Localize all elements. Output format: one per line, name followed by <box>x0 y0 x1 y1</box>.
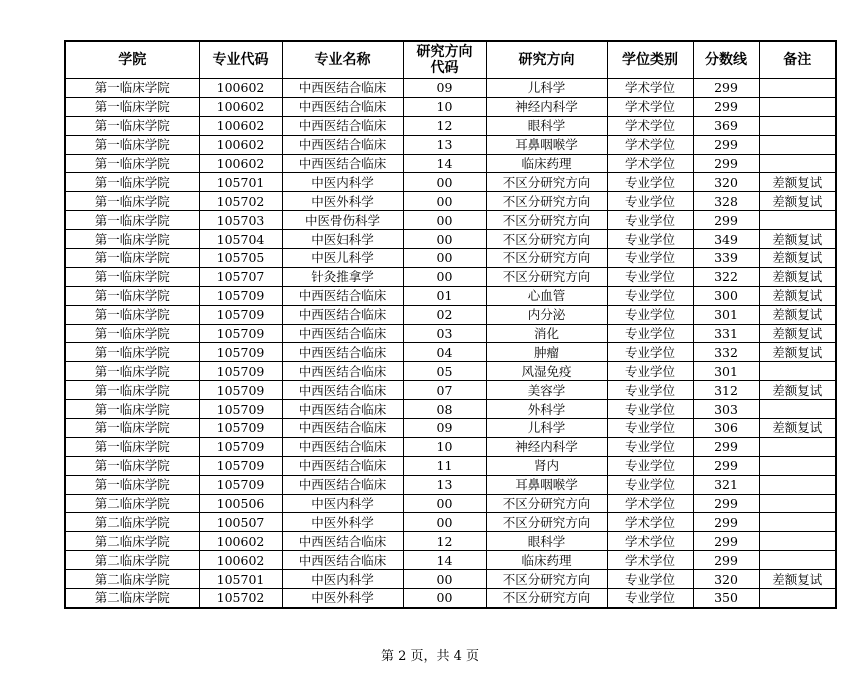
table-row <box>65 97 836 116</box>
table-row <box>65 249 836 268</box>
research-direction-cell: 不区分研究方向 <box>486 513 607 532</box>
research-direction-cell: 耳鼻咽喉学 <box>486 135 607 154</box>
table-row <box>65 324 836 343</box>
table-row <box>65 400 836 419</box>
score-cell: 299 <box>693 97 759 116</box>
major-code-cell: 105709 <box>199 400 282 419</box>
score-cell: 299 <box>693 551 759 570</box>
college-cell: 第一临床学院 <box>65 475 199 494</box>
table-row <box>65 154 836 173</box>
major-name-cell: 中西医结合临床 <box>282 532 403 551</box>
degree-type-cell: 专业学位 <box>607 419 693 438</box>
research-code-cell: 00 <box>403 494 486 513</box>
college-cell: 第一临床学院 <box>65 324 199 343</box>
degree-type-cell: 专业学位 <box>607 192 693 211</box>
degree-type-cell: 专业学位 <box>607 589 693 608</box>
degree-type-cell: 专业学位 <box>607 343 693 362</box>
score-cell: 299 <box>693 437 759 456</box>
score-cell: 321 <box>693 475 759 494</box>
major-name-cell: 中西医结合临床 <box>282 324 403 343</box>
major-name-cell: 中医骨伤科学 <box>282 211 403 230</box>
college-cell: 第一临床学院 <box>65 116 199 135</box>
table-row <box>65 230 836 249</box>
research-code-cell: 03 <box>403 324 486 343</box>
degree-type-cell: 专业学位 <box>607 456 693 475</box>
header-major-name: 专业名称 <box>282 41 403 79</box>
college-cell: 第一临床学院 <box>65 97 199 116</box>
major-code-cell: 105702 <box>199 192 282 211</box>
research-direction-cell: 临床药理 <box>486 551 607 570</box>
score-cell: 331 <box>693 324 759 343</box>
header-research-code <box>403 41 486 79</box>
score-cell: 312 <box>693 381 759 400</box>
major-name-cell: 中医儿科学 <box>282 249 403 268</box>
page-number: 第 2 页，共 4 页 <box>380 649 480 664</box>
score-cell: 299 <box>693 211 759 230</box>
research-code-cell: 00 <box>403 267 486 286</box>
research-direction-cell: 不区分研究方向 <box>486 494 607 513</box>
degree-type-cell: 专业学位 <box>607 324 693 343</box>
table-row <box>65 437 836 456</box>
header-remarks: 备注 <box>759 41 836 79</box>
research-code-cell: 13 <box>403 475 486 494</box>
research-direction-cell: 临床药理 <box>486 154 607 173</box>
score-cell: 306 <box>693 419 759 438</box>
major-code-cell: 105709 <box>199 286 282 305</box>
major-code-cell: 105703 <box>199 211 282 230</box>
research-code-cell: 01 <box>403 286 486 305</box>
degree-type-cell: 专业学位 <box>607 286 693 305</box>
table-row <box>65 570 836 589</box>
college-cell: 第一临床学院 <box>65 305 199 324</box>
college-cell: 第一临床学院 <box>65 79 199 98</box>
major-name-cell: 中医外科学 <box>282 192 403 211</box>
table-row <box>65 419 836 438</box>
research-code-cell: 02 <box>403 305 486 324</box>
degree-type-cell: 学术学位 <box>607 513 693 532</box>
college-cell: 第二临床学院 <box>65 551 199 570</box>
remark-cell <box>759 97 836 116</box>
research-code-cell: 14 <box>403 154 486 173</box>
college-cell: 第一临床学院 <box>65 135 199 154</box>
table-row <box>65 532 836 551</box>
degree-type-cell: 学术学位 <box>607 154 693 173</box>
college-cell: 第二临床学院 <box>65 494 199 513</box>
table-row <box>65 456 836 475</box>
college-cell: 第一临床学院 <box>65 381 199 400</box>
college-cell: 第一临床学院 <box>65 362 199 381</box>
table-row <box>65 135 836 154</box>
research-code-cell: 00 <box>403 173 486 192</box>
remark-cell <box>759 154 836 173</box>
remark-cell: 差额复试 <box>759 249 836 268</box>
research-code-cell: 11 <box>403 456 486 475</box>
remark-cell <box>759 135 836 154</box>
research-direction-cell: 不区分研究方向 <box>486 230 607 249</box>
header-major-code: 专业代码 <box>199 41 282 79</box>
major-code-cell: 105704 <box>199 230 282 249</box>
header-score-line: 分数线 <box>693 41 759 79</box>
remark-cell: 差额复试 <box>759 286 836 305</box>
remark-cell <box>759 362 836 381</box>
major-name-cell: 中西医结合临床 <box>282 381 403 400</box>
research-direction-cell: 眼科学 <box>486 116 607 135</box>
remark-cell <box>759 551 836 570</box>
research-direction-cell: 神经内科学 <box>486 437 607 456</box>
remark-cell <box>759 211 836 230</box>
college-cell: 第二临床学院 <box>65 570 199 589</box>
degree-type-cell: 学术学位 <box>607 97 693 116</box>
remark-cell <box>759 589 836 608</box>
score-cell: 369 <box>693 116 759 135</box>
table-row <box>65 305 836 324</box>
score-cell: 303 <box>693 400 759 419</box>
score-cell: 299 <box>693 513 759 532</box>
research-code-cell: 12 <box>403 116 486 135</box>
score-cell: 339 <box>693 249 759 268</box>
college-cell: 第一临床学院 <box>65 267 199 286</box>
header-college: 学院 <box>65 41 199 79</box>
college-cell: 第一临床学院 <box>65 286 199 305</box>
major-code-cell: 105709 <box>199 305 282 324</box>
major-name-cell: 中西医结合临床 <box>282 116 403 135</box>
research-code-cell: 12 <box>403 532 486 551</box>
remark-cell <box>759 437 836 456</box>
degree-type-cell: 专业学位 <box>607 400 693 419</box>
table-row <box>65 494 836 513</box>
remark-cell <box>759 513 836 532</box>
research-code-cell: 09 <box>403 79 486 98</box>
college-cell: 第一临床学院 <box>65 211 199 230</box>
major-name-cell: 中医外科学 <box>282 589 403 608</box>
research-direction-cell: 美容学 <box>486 381 607 400</box>
research-code-cell: 00 <box>403 249 486 268</box>
major-code-cell: 100602 <box>199 532 282 551</box>
major-name-cell: 中西医结合临床 <box>282 79 403 98</box>
degree-type-cell: 学术学位 <box>607 135 693 154</box>
major-code-cell: 105709 <box>199 381 282 400</box>
table-body <box>65 79 836 608</box>
table-row <box>65 513 836 532</box>
research-direction-cell: 肾内 <box>486 456 607 475</box>
research-direction-cell: 眼科学 <box>486 532 607 551</box>
table-header-row <box>65 41 836 79</box>
score-cell: 332 <box>693 343 759 362</box>
score-cell: 299 <box>693 494 759 513</box>
research-direction-cell: 消化 <box>486 324 607 343</box>
major-code-cell: 105709 <box>199 362 282 381</box>
degree-type-cell: 专业学位 <box>607 267 693 286</box>
research-code-cell: 13 <box>403 135 486 154</box>
major-code-cell: 105709 <box>199 437 282 456</box>
score-cell: 299 <box>693 456 759 475</box>
major-name-cell: 中医妇科学 <box>282 230 403 249</box>
remark-cell: 差额复试 <box>759 192 836 211</box>
remark-cell: 差额复试 <box>759 267 836 286</box>
degree-type-cell: 专业学位 <box>607 570 693 589</box>
table-row <box>65 192 836 211</box>
major-name-cell: 中医内科学 <box>282 494 403 513</box>
score-cell: 320 <box>693 173 759 192</box>
score-cell: 299 <box>693 135 759 154</box>
research-code-cell: 00 <box>403 230 486 249</box>
major-code-cell: 105709 <box>199 475 282 494</box>
major-name-cell: 中西医结合临床 <box>282 475 403 494</box>
research-code-cell: 07 <box>403 381 486 400</box>
score-cell: 350 <box>693 589 759 608</box>
research-code-cell: 00 <box>403 570 486 589</box>
research-direction-cell: 不区分研究方向 <box>486 192 607 211</box>
research-direction-cell: 不区分研究方向 <box>486 249 607 268</box>
major-code-cell: 105707 <box>199 267 282 286</box>
table-row <box>65 286 836 305</box>
table-row <box>65 79 836 98</box>
table-row <box>65 211 836 230</box>
college-cell: 第二临床学院 <box>65 532 199 551</box>
research-direction-cell: 不区分研究方向 <box>486 589 607 608</box>
degree-type-cell: 专业学位 <box>607 437 693 456</box>
research-code-cell: 05 <box>403 362 486 381</box>
remark-cell: 差额复试 <box>759 570 836 589</box>
header-research-direction: 研究方向 <box>486 41 607 79</box>
score-cell: 300 <box>693 286 759 305</box>
research-code-cell: 14 <box>403 551 486 570</box>
major-name-cell: 中西医结合临床 <box>282 286 403 305</box>
research-code-cell: 10 <box>403 437 486 456</box>
research-code-cell: 09 <box>403 419 486 438</box>
admission-score-table <box>64 40 837 609</box>
degree-type-cell: 专业学位 <box>607 211 693 230</box>
college-cell: 第一临床学院 <box>65 437 199 456</box>
major-code-cell: 100602 <box>199 97 282 116</box>
degree-type-cell: 专业学位 <box>607 381 693 400</box>
research-direction-cell: 儿科学 <box>486 419 607 438</box>
research-code-cell: 00 <box>403 192 486 211</box>
degree-type-cell: 学术学位 <box>607 532 693 551</box>
major-code-cell: 100602 <box>199 79 282 98</box>
score-cell: 328 <box>693 192 759 211</box>
major-code-cell: 100602 <box>199 116 282 135</box>
degree-type-cell: 学术学位 <box>607 551 693 570</box>
header-research-code-line2: 代码 <box>430 60 459 76</box>
major-code-cell: 100602 <box>199 551 282 570</box>
research-direction-cell: 神经内科学 <box>486 97 607 116</box>
research-code-cell: 00 <box>403 211 486 230</box>
remark-cell <box>759 475 836 494</box>
major-name-cell: 针灸推拿学 <box>282 267 403 286</box>
table-row <box>65 173 836 192</box>
table-row <box>65 116 836 135</box>
remark-cell: 差额复试 <box>759 343 836 362</box>
major-code-cell: 105709 <box>199 419 282 438</box>
research-direction-cell: 不区分研究方向 <box>486 173 607 192</box>
table-row <box>65 551 836 570</box>
score-cell: 301 <box>693 362 759 381</box>
major-code-cell: 105709 <box>199 343 282 362</box>
major-name-cell: 中西医结合临床 <box>282 456 403 475</box>
research-direction-cell: 不区分研究方向 <box>486 211 607 230</box>
major-code-cell: 105705 <box>199 249 282 268</box>
degree-type-cell: 专业学位 <box>607 475 693 494</box>
major-name-cell: 中西医结合临床 <box>282 437 403 456</box>
remark-cell <box>759 532 836 551</box>
research-code-cell: 10 <box>403 97 486 116</box>
college-cell: 第一临床学院 <box>65 400 199 419</box>
major-code-cell: 100507 <box>199 513 282 532</box>
remark-cell: 差额复试 <box>759 419 836 438</box>
major-name-cell: 中西医结合临床 <box>282 135 403 154</box>
score-cell: 349 <box>693 230 759 249</box>
major-name-cell: 中西医结合临床 <box>282 305 403 324</box>
college-cell: 第一临床学院 <box>65 173 199 192</box>
remark-cell <box>759 116 836 135</box>
degree-type-cell: 专业学位 <box>607 362 693 381</box>
research-direction-cell: 风湿免疫 <box>486 362 607 381</box>
remark-cell <box>759 456 836 475</box>
remark-cell: 差额复试 <box>759 230 836 249</box>
major-code-cell: 105709 <box>199 324 282 343</box>
score-cell: 320 <box>693 570 759 589</box>
remark-cell: 差额复试 <box>759 324 836 343</box>
major-name-cell: 中西医结合临床 <box>282 419 403 438</box>
major-code-cell: 105701 <box>199 570 282 589</box>
major-name-cell: 中医内科学 <box>282 173 403 192</box>
research-code-cell: 00 <box>403 513 486 532</box>
research-direction-cell: 不区分研究方向 <box>486 267 607 286</box>
degree-type-cell: 学术学位 <box>607 79 693 98</box>
major-name-cell: 中医内科学 <box>282 570 403 589</box>
score-cell: 301 <box>693 305 759 324</box>
major-code-cell: 100602 <box>199 135 282 154</box>
research-code-cell: 00 <box>403 589 486 608</box>
major-name-cell: 中西医结合临床 <box>282 343 403 362</box>
degree-type-cell: 专业学位 <box>607 249 693 268</box>
research-direction-cell: 不区分研究方向 <box>486 570 607 589</box>
score-cell: 299 <box>693 79 759 98</box>
major-code-cell: 100602 <box>199 154 282 173</box>
college-cell: 第一临床学院 <box>65 343 199 362</box>
remark-cell <box>759 494 836 513</box>
table-row <box>65 343 836 362</box>
major-name-cell: 中西医结合临床 <box>282 97 403 116</box>
degree-type-cell: 专业学位 <box>607 305 693 324</box>
college-cell: 第一临床学院 <box>65 249 199 268</box>
remark-cell: 差额复试 <box>759 305 836 324</box>
major-name-cell: 中西医结合临床 <box>282 154 403 173</box>
college-cell: 第一临床学院 <box>65 230 199 249</box>
score-cell: 299 <box>693 532 759 551</box>
score-cell: 299 <box>693 154 759 173</box>
table-row <box>65 267 836 286</box>
degree-type-cell: 专业学位 <box>607 173 693 192</box>
research-code-cell: 04 <box>403 343 486 362</box>
major-code-cell: 105702 <box>199 589 282 608</box>
table-row <box>65 589 836 608</box>
major-name-cell: 中西医结合临床 <box>282 362 403 381</box>
research-direction-cell: 内分泌 <box>486 305 607 324</box>
research-direction-cell: 心血管 <box>486 286 607 305</box>
table-row <box>65 475 836 494</box>
score-cell: 322 <box>693 267 759 286</box>
research-code-cell: 08 <box>403 400 486 419</box>
degree-type-cell: 专业学位 <box>607 230 693 249</box>
degree-type-cell: 学术学位 <box>607 494 693 513</box>
college-cell: 第二临床学院 <box>65 589 199 608</box>
major-name-cell: 中医外科学 <box>282 513 403 532</box>
major-code-cell: 100506 <box>199 494 282 513</box>
header-degree-type: 学位类别 <box>607 41 693 79</box>
college-cell: 第一临床学院 <box>65 419 199 438</box>
research-direction-cell: 儿科学 <box>486 79 607 98</box>
remark-cell: 差额复试 <box>759 173 836 192</box>
remark-cell: 差额复试 <box>759 381 836 400</box>
research-direction-cell: 耳鼻咽喉学 <box>486 475 607 494</box>
college-cell: 第二临床学院 <box>65 513 199 532</box>
remark-cell <box>759 400 836 419</box>
major-name-cell: 中西医结合临床 <box>282 400 403 419</box>
research-direction-cell: 肿瘤 <box>486 343 607 362</box>
major-name-cell: 中西医结合临床 <box>282 551 403 570</box>
table-row <box>65 362 836 381</box>
college-cell: 第一临床学院 <box>65 456 199 475</box>
college-cell: 第一临床学院 <box>65 192 199 211</box>
table-row <box>65 381 836 400</box>
major-code-cell: 105709 <box>199 456 282 475</box>
header-research-code-line1: 研究方向 <box>416 44 473 60</box>
research-direction-cell: 外科学 <box>486 400 607 419</box>
major-code-cell: 105701 <box>199 173 282 192</box>
college-cell: 第一临床学院 <box>65 154 199 173</box>
degree-type-cell: 学术学位 <box>607 116 693 135</box>
remark-cell <box>759 79 836 98</box>
